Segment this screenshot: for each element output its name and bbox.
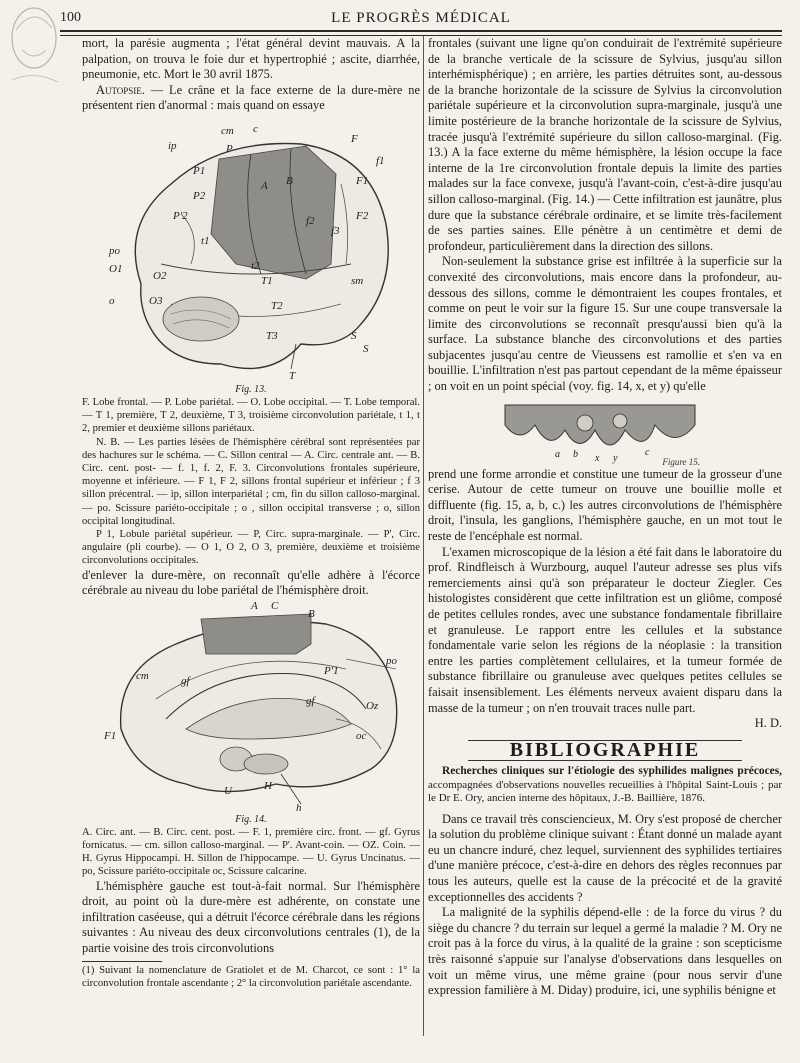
fig13-label-cm: cm xyxy=(221,124,234,137)
autopsy-text: — Le crâne et la face externe de la dure-mère ne présentent rien d'anormal : mais quand on essaye xyxy=(82,82,420,113)
fig13-label-s2: S xyxy=(363,342,369,355)
fig13-label-po: po xyxy=(109,244,120,257)
fig13-label-f1: F1 xyxy=(356,174,369,187)
fig13-label-f: F xyxy=(351,132,358,145)
bibliography-reference xyxy=(428,765,782,805)
fig13-legend-3: P 1, Lobule pariétal supérieur. — P, Circ. supra-marginale. — P', Circ. angulaire (pli courbe). — O 1, O 2, O 3, première, deuxième et troisième circonvolutions occipitales. xyxy=(82,529,420,567)
fig13-legend-1: F. Lobe frontal. — P. Lobe pariétal. — O. Lobe occipital. — T. Lobe temporal. — T 1, première, T 2, deuxième, T 3, troisième circonvolution pariétale, t 1, t 2, premier et deuxième sillons pariétaux. xyxy=(82,396,420,435)
fig15-label-b: b xyxy=(573,448,578,460)
autopsy-paragraph xyxy=(82,83,420,114)
fig13-label-a: A xyxy=(261,179,268,192)
fig13-label-f1-small: f1 xyxy=(376,154,385,167)
fig14-label-oz: Oz xyxy=(366,699,379,712)
fig15-label-a: a xyxy=(555,448,560,460)
fig13-legend-2: N. B. — Les parties lésées de l'hémisphère cérébral sont représentées par des hachures sur le schéma. — C. Sillon central — A. Circ. centrale ant. — B. Circ. cent. post- — f. 1, f. 2, F. 3. Circonvolutions frontales supérieure, moyenne et inférieure. — F 1, F 2, sillons frontal supérieur et inférieur ; f 3 sillon précentral. — ip, sillon interpariétal ; cm, fin du sillon calloso-marginal. — po. Scissure pariéto-occipitale ; o , sillon occipital transverse ; o, sillon occipital longitudinal. xyxy=(82,436,420,527)
bibliography-ref-details: accompagnées d'observations nouvelles recueillies à l'hôpital Saint-Louis ; par le Dr E. Ory, ancien interne des hôpitaux, J.-B. Baillière, 1876. xyxy=(428,778,782,805)
autopsy-label: Autopsie. xyxy=(96,82,145,97)
fig13-label-t: T xyxy=(289,369,296,382)
fig13-label-o: o xyxy=(109,294,115,307)
fig14-label-a: A xyxy=(251,599,258,612)
dure-mere-paragraph: d'enlever la dure-mère, on reconnaît qu'elle adhère à l'écorce cérébrale au niveau du lobe pariétal de l'hémisphère droit. xyxy=(82,567,420,598)
fig14-label-gf-2: gf xyxy=(306,694,315,707)
fig14-label-b: B xyxy=(308,607,315,620)
fig13-label-f2: F2 xyxy=(356,209,369,222)
fig14-label-f1: F1 xyxy=(104,729,117,742)
fig13-label-s1: S xyxy=(351,329,357,342)
bibliography-heading: BIBLIOGRAPHIE xyxy=(468,740,742,762)
right-column xyxy=(428,36,782,999)
biblio-paragraph-2: La malignité de la syphilis dépend-elle : de la force du virus ? du siège du chancre ? du terrain sur lequel a germé la maladie ? M. Ory ne croit pas à la force du virus, à la qualité de la graine : son scepticisme très raisonné s'appuie sur l'analyse d'observations dans lesquelles on voit un même virus, une même graine (pour nous servir d'une expression familière à M. Diday) produire, ici, une syphilis bénigne et xyxy=(428,905,782,998)
fig13-label-o3: O3 xyxy=(149,294,163,307)
fig15-caption: Figure 15. xyxy=(662,456,700,467)
bibliography-ref-title: Recherches cliniques sur l'étiologie des syphilides malignes précoces, xyxy=(442,765,782,778)
intro-paragraph: mort, la parésie augmenta ; l'état général devint mauvais. A la palpation, on trouva le foie dur et hypertrophié ; ascite, diarrhée, pneumonie, etc. Mort le 30 avril 1875. xyxy=(82,36,420,82)
page-number: 100 xyxy=(60,10,81,25)
figure-14-brain-medial xyxy=(96,599,406,814)
fig14-label-u: U xyxy=(224,784,232,797)
fig14-label-p1-prime: P'1 xyxy=(324,664,339,677)
fig14-label-c: C xyxy=(271,599,279,612)
fig13-label-o1: O1 xyxy=(109,262,123,275)
page-header xyxy=(60,6,782,32)
fig13-caption: Fig. 13. xyxy=(235,383,267,395)
fig15-label-x: x xyxy=(595,452,600,464)
fig14-label-po: po xyxy=(386,654,397,667)
fig13-label-t1-small: t1 xyxy=(201,234,210,247)
fig13-label-ip: ip xyxy=(168,139,177,152)
figure-15-brain-section xyxy=(495,395,715,467)
fig13-label-f3: f3 xyxy=(331,224,340,237)
fig14-label-h: H xyxy=(264,779,272,792)
fig13-label-f2-small: f2 xyxy=(306,214,315,227)
fig13-label-t1: T1 xyxy=(261,274,273,287)
left-column xyxy=(82,36,420,990)
fig15-label-c: c xyxy=(645,446,650,458)
fig13-label-p2: P2 xyxy=(193,189,206,202)
fig13-label-p: P xyxy=(226,142,233,155)
fig13-label-o2: O2 xyxy=(153,269,167,282)
fig14-caption: Fig. 14. xyxy=(235,813,267,825)
watermark-portrait xyxy=(4,0,66,92)
fig13-label-p1: P1 xyxy=(193,164,206,177)
right-paragraph-4: L'examen microscopique de la lésion a été fait dans le laboratoire du prof. Rindfleisch à Wurzbourg, auquel l'auteur adresse ses plus vifs remerciements ainsi qu'à son préparateur le docteur Ziegler. Ces histologistes considèrent que cette infiltration est un gliôme, composé de petites cellules rondes, avec une substance fondamentale fibrillaire et granuleuse. Le rapport entre les cellules et la substance fondamentale varie selon les régions de la néoplasie : la transition entre les parties complètement cellulaires, et la tumeur formée de substance fibrillaire ou granuleuse avec quelques petites cellules se faisait insensiblement. Les éléments nerveux avaient disparu dans la masse de la tumeur ; on n'en trouvait traces nulle part. xyxy=(428,544,782,715)
footnote-rule xyxy=(82,961,162,962)
fig13-label-p2-prime: P'2 xyxy=(173,209,188,222)
fig14-label-oc: oc xyxy=(356,729,367,742)
fig14-label-h-small: h xyxy=(296,801,302,814)
fig13-label-b: B xyxy=(286,174,293,187)
fig14-legend: A. Circ. ant. — B. Circ. cent. post. — F. 1, première circ. front. — gf. Gyrus fornicatus. — cm. sillon calloso-marginal. — P'. Avant-coin. — OZ. Coin. — H. Gyrus Hippocampi. H. Sillon de l'hippocampe. — U. Gyrus Uncinatus. — po, Scissure pariéto-occipitale oc, Scissure calcarine. xyxy=(82,826,420,878)
right-paragraph-2: Non-seulement la substance grise est infiltrée à la superficie sur la convexité des circonvolutions, mais encore dans la profondeur, au-dessous des sillons, comme le démontraient les coupes frontales, et comme on peut le voir sur la figure 15. Sur une coupe transversale la limite des circonvolutions se reconnaît presqu'aussi bien qu'à la surface. La substance blanche des circonvolutions et des parties subjacentes jusqu'au centre de Vieussens est ramollie et s'en va en bouillie. L'infiltration n'est pas partout cependant de la même épaisseur ; on voit en un point spécial (voy. fig. 14, x, et y) qu'elle xyxy=(428,254,782,394)
fig13-label-sm: sm xyxy=(351,274,364,287)
fig13-label-t2: T2 xyxy=(271,299,283,312)
footnote: (1) Suivant la nomenclature de Gratiolet et de M. Charcot, ce sont : 1° la circonvolution frontale ascendante ; 2° la circonvolution pariétale ascendante. xyxy=(82,964,420,989)
fig14-label-cm: cm xyxy=(136,669,149,682)
journal-title: LE PROGRÈS MÉDICAL xyxy=(331,10,511,26)
biblio-paragraph-1: Dans ce travail très consciencieux, M. Ory s'est proposé de chercher la solution du problème clinique suivant : Étant donné un malade ayant eu un chancre induré, chez lequel, surviennent des syphilides tertiaires d'une manière précoce, c'est-à-dire en dehors des règles reconnues par tous les auteurs, quelle est la cause de la précocité et de la gravité exceptionnelles des accidents ? xyxy=(428,811,782,904)
fig14-label-gf-1: gf xyxy=(181,674,190,687)
figure-13-brain-lateral xyxy=(101,114,401,384)
fig13-label-c: c xyxy=(253,122,258,135)
column-divider xyxy=(423,36,424,1036)
hemisphere-paragraph: L'hémisphère gauche est tout-à-fait normal. Sur l'hémisphère droit, au point où la dure-mère est adhérente, on constate une infiltration caséeuse, qui a détruit l'écorce cérébrale dans les régions suivantes : Au niveau des deux circonvolutions centrales (1), de la partie voisine des trois circonvolutions xyxy=(82,878,420,955)
fig13-label-t2-small: t2 xyxy=(251,259,260,272)
signature: H. D. xyxy=(754,716,782,731)
right-paragraph-1: frontales (suivant une ligne qu'on conduirait de l'extrémité supérieure de la branche verticale de la scissure de Sylvius, jusqu'au sillon interhémisphérique) ; en arrière, les parties détruites sont, au-dessous de la branche horizontale de la scissure de Sylvius la circonvolution pariétale supérieure et la circonvolution supra-marginale, jusqu'à une limite postérieure de la branche horizontale de la scissure de Sylvius, tracée jusqu'à l'extrémité supérieure du sillon calloso-marginal. (Fig. 13.) A la face externe du même hémisphère, la lésion occupe la face interne de la 1re circonvolution frontale depuis la limite des parties malades sur la face convexe, jusqu'à l'avant-coin, c'est-à-dire jusqu'au sillon calloso-marginal. (Fig. 14.) — Cette infiltration est jaunâtre, plus dure que la substance cérébrale ordinaire, et se limite très-facilement de ses parties saines. Elle pénètre à un centimètre et demi de profondeur, particulièrement dans la direction des sillons. xyxy=(428,36,782,253)
fig15-label-y: y xyxy=(613,452,618,464)
right-paragraph-3: prend une forme arrondie et constitue une tumeur de la grosseur d'une cerise. Autour de cette tumeur on trouve une bouillie molle et diffluente (fig. 15, a, b, c.) les autres circonvolutions de l'hémisphère droit, l'insula, les ganglions, l'hémisphère gauche, en un mot tout le reste de l'encéphale est normal. xyxy=(428,466,782,544)
fig13-label-t3: T3 xyxy=(266,329,278,342)
